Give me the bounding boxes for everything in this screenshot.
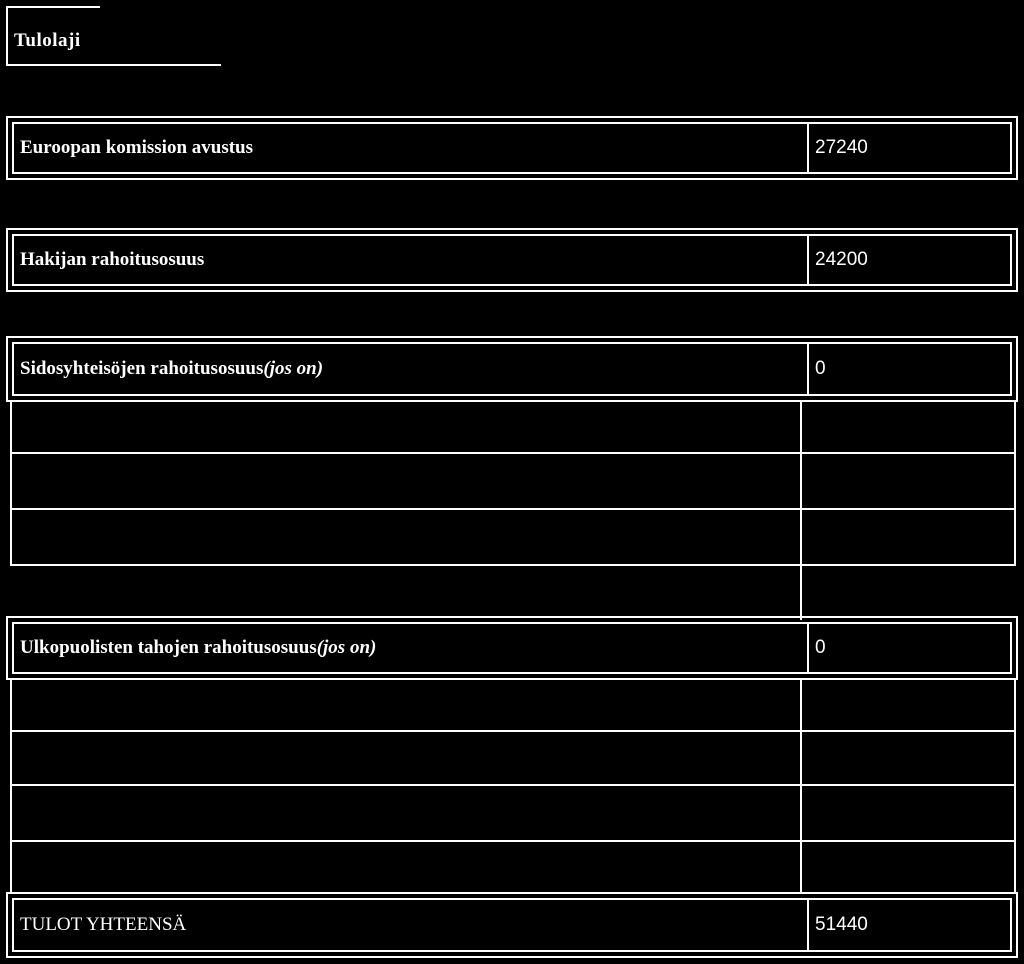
optional-note: (jos on) — [316, 637, 377, 658]
column-divider — [800, 678, 802, 730]
detail-row[interactable] — [12, 732, 1014, 786]
detail-row[interactable] — [12, 454, 1014, 510]
income-row-external-share — [6, 616, 1018, 680]
heading-underline — [6, 64, 221, 66]
income-row-eu-grant — [6, 116, 1018, 180]
income-value-field[interactable]: 0 — [815, 358, 826, 379]
detail-row[interactable] — [12, 678, 1014, 732]
column-divider — [800, 400, 802, 452]
income-row-applicant-share — [6, 228, 1018, 292]
income-value-field[interactable]: 27240 — [815, 137, 868, 158]
detail-row[interactable] — [12, 786, 1014, 842]
income-row-affiliates-share — [6, 336, 1018, 402]
income-value-field[interactable]: 24200 — [815, 249, 868, 270]
column-divider — [800, 454, 802, 508]
income-label: Sidosyhteisöjen rahoitusosuus (jos on) — [14, 344, 809, 394]
column-divider — [800, 732, 802, 784]
detail-row[interactable] — [12, 842, 1014, 894]
income-row-frame — [12, 234, 1012, 286]
income-label: Ulkopuolisten tahojen rahoitusosuus (jos on) — [14, 624, 809, 672]
column-divider — [800, 842, 802, 894]
income-row-frame — [12, 898, 1012, 952]
total-value: 51440 — [815, 914, 868, 935]
detail-row[interactable] — [12, 510, 1014, 566]
total-label: TULOT YHTEENSÄ — [14, 900, 809, 950]
column-divider — [800, 786, 802, 840]
detail-row[interactable] — [12, 400, 1014, 454]
page-title: Tulolaji — [14, 30, 81, 51]
income-row-frame — [12, 622, 1012, 674]
income-row-frame — [12, 122, 1012, 174]
income-label: Hakijan rahoitusosuus — [14, 236, 809, 284]
column-divider — [800, 566, 802, 620]
income-value-field[interactable]: 0 — [815, 637, 826, 658]
column-divider — [800, 510, 802, 564]
income-total-row — [6, 892, 1018, 958]
external-detail-table — [10, 678, 1016, 894]
affiliates-detail-table — [10, 400, 1016, 566]
income-label: Euroopan komission avustus — [14, 124, 809, 172]
income-row-frame — [12, 342, 1012, 396]
optional-note: (jos on) — [263, 358, 324, 379]
